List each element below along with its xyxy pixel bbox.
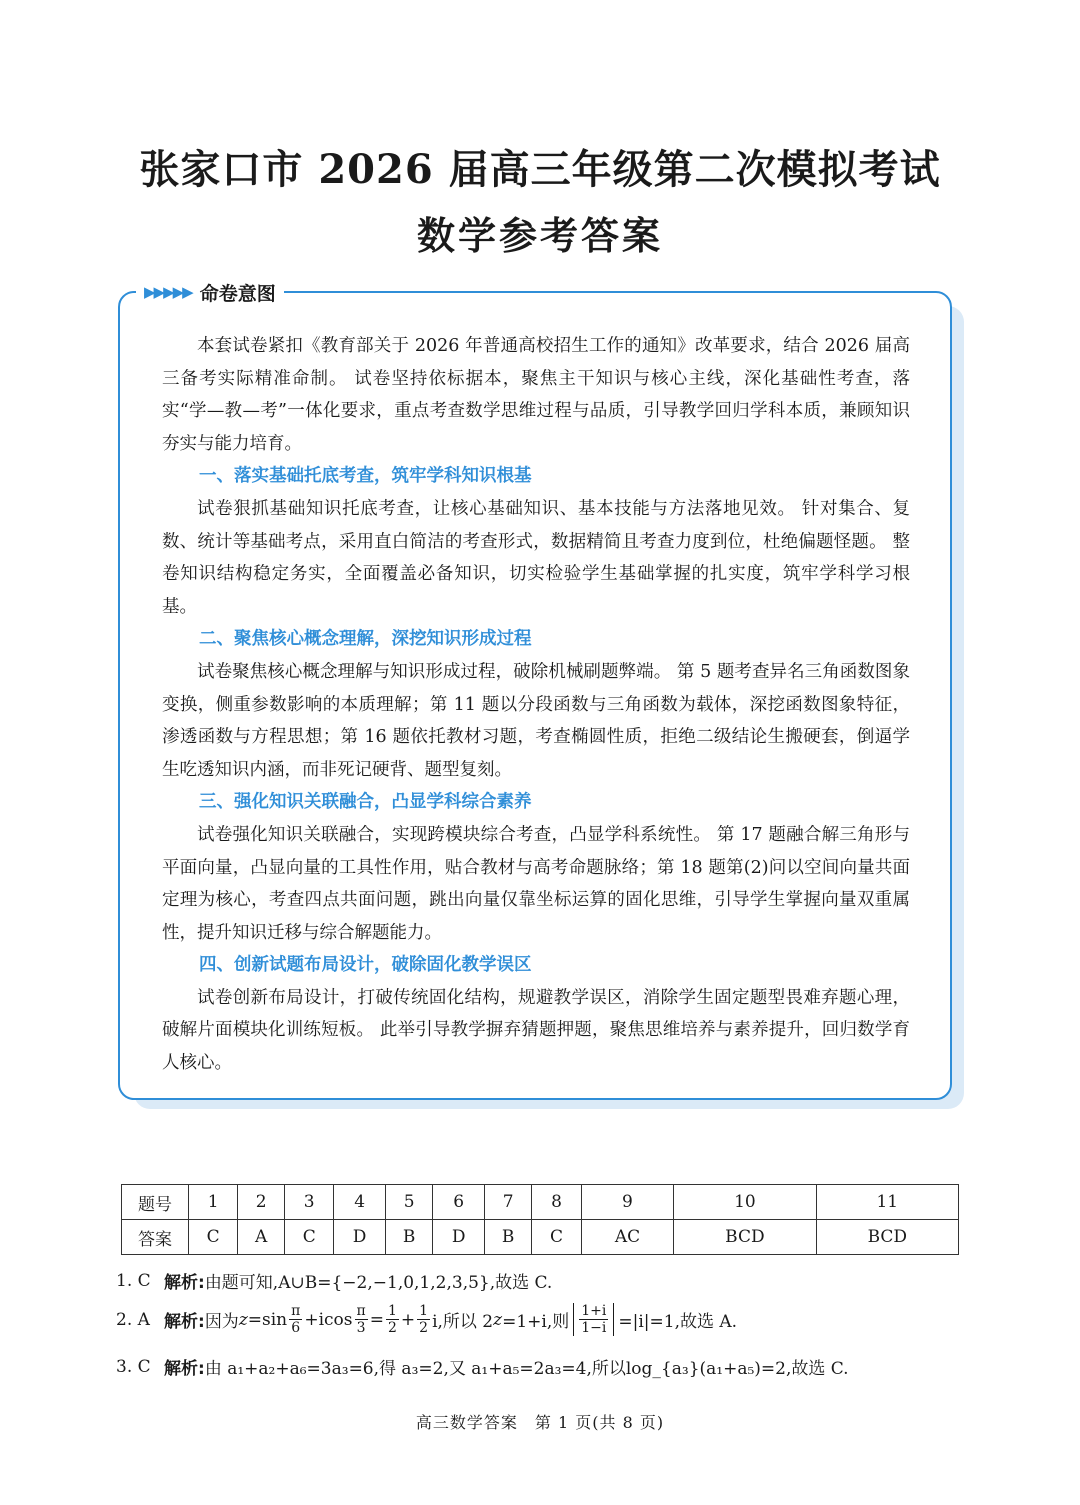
question-number-cell: 4 [334, 1185, 386, 1220]
section-heading: 四、创新试题布局设计，破除固化教学误区 [199, 955, 532, 976]
answer-cell: D [334, 1220, 386, 1255]
question-number-cell: 10 [674, 1185, 816, 1220]
question-number-cell: 2 [238, 1185, 285, 1220]
answer-cell: A [238, 1220, 285, 1255]
section-body: 试卷狠抓基础知识托底考查，让核心基础知识、基本技能与方法落地见效。 针对集合、复数、统计等基础考点，采用直白简洁的考查形式，数据精简且考查力度到位，杜绝偏题怪题。 整卷知识结构稳定务实，全面覆盖必备知识，切实检验学生基础掌握的扎实度，筑牢学科学习根基。 [162, 498, 910, 617]
solution-text: 因为 [204, 1312, 239, 1332]
answer-table [121, 1184, 959, 1255]
question-number-cell: 3 [285, 1185, 334, 1220]
intent-box-content [162, 330, 910, 1080]
solution-text: i,所以 2 [432, 1312, 494, 1332]
intent-box-header [136, 278, 284, 306]
solution-text: = [369, 1309, 384, 1330]
fraction: $\frac{\pi}{6}$ [291, 1303, 301, 1336]
intent-box-title: 命卷意图 [199, 282, 276, 305]
question-number-cell: 8 [532, 1185, 581, 1220]
solution-text: +icos [304, 1309, 353, 1330]
question-number-cell: 11 [816, 1185, 958, 1220]
solution-text: + [400, 1309, 416, 1330]
question-number-cell: 5 [385, 1185, 433, 1220]
section-heading: 二、聚焦核心概念理解，深挖知识形成过程 [199, 629, 532, 650]
section-heading: 一、落实基础托底考查，筑牢学科知识根基 [199, 466, 532, 487]
answer-label: 答案 [122, 1220, 189, 1255]
fraction: $\frac{1+i}{1-i}$ [581, 1303, 607, 1336]
answer-cell: C [285, 1220, 334, 1255]
question-number-cell: 1 [189, 1185, 238, 1220]
answer-cell: BCD [816, 1220, 958, 1255]
fraction: $\frac{1}{2}$ [419, 1303, 429, 1336]
answer-row [122, 1220, 959, 1255]
page-title: 张家口市 2026 届高三年级第二次模拟考试 [139, 146, 941, 193]
section-body: 试卷聚焦核心概念理解与知识形成过程，破除机械刷题弊端。 第 5 题考查异名三角函数图象变换，侧重参数影响的本质理解；第 11 题以分段函数与三角函数为载体，深挖函数图象特征，渗透函数与方程思想；第 16 题依托教材习题，考查椭圆性质，拒绝二级结论生搬硬套，倒逼学生吃透知识内涵，而非死记硬背、题型复刻。 [162, 661, 910, 780]
solution-number: 3. C [116, 1356, 151, 1377]
answer-cell: B [385, 1220, 433, 1255]
question-number-cell: 7 [484, 1185, 532, 1220]
solution-text: =sin [247, 1309, 288, 1330]
solution-number: 1. C [116, 1270, 151, 1291]
solution-3 [116, 1354, 849, 1379]
question-number-cell: 9 [581, 1185, 674, 1220]
solution-label: 解析: [164, 1359, 205, 1379]
answer-cell: BCD [674, 1220, 816, 1255]
fraction: $\frac{\pi}{3}$ [356, 1303, 366, 1336]
fraction: $\frac{1}{2}$ [387, 1303, 397, 1336]
solution-label: 解析: [164, 1273, 205, 1293]
question-number-label: 题号 [122, 1185, 189, 1220]
section-body: 试卷创新布局设计，打破传统固化结构，规避教学误区，消除学生固定题型畏难弃题心理，破解片面模块化训练短板。 此举引导教学摒弃猜题押题，聚焦思维培养与素养提升，回归数学育人核心。 [162, 987, 910, 1074]
solution-text: 由题可知,A∪B={−2,−1,0,1,2,3,5},故选 C. [204, 1273, 553, 1293]
question-number-row [122, 1185, 959, 1220]
math-variable: z [493, 1309, 503, 1330]
answer-cell: C [532, 1220, 581, 1255]
solution-1 [116, 1268, 552, 1293]
answer-cell: B [484, 1220, 532, 1255]
question-number-cell: 6 [433, 1185, 485, 1220]
solution-text: 由 a₁+a₂+a₆=3a₃=6,得 a₃=2,又 a₁+a₅=2a₃=4,所以log_{a₃}(a₁+a₅)=2,故选 C. [204, 1359, 849, 1379]
section-body: 试卷强化知识关联融合，实现跨模块综合考查，凸显学科系统性。 第 17 题融合解三角形与平面向量，凸显向量的工具性作用，贴合教材与高考命题脉络；第 18 题第(2)问以空间向量共面定理为核心，考查四点共面问题，跳出向量仅靠坐标运算的固化思维，引导学生掌握向量双重属性，提升知识迁移与综合解题能力。 [162, 824, 910, 943]
solution-number: 2. A [116, 1309, 150, 1330]
section-heading: 三、强化知识关联融合，凸显学科综合素养 [199, 792, 532, 813]
answer-cell: D [433, 1220, 485, 1255]
answer-cell: C [189, 1220, 238, 1255]
math-variable: z [238, 1309, 248, 1330]
solution-text: =1+i,则 [502, 1312, 570, 1332]
page-footer: 高三数学答案 第 1 页(共 8 页) [415, 1413, 665, 1432]
arrow-right-icon: ▶▶▶▶▶ [144, 283, 192, 301]
absolute-value [573, 1303, 614, 1336]
answer-cell: AC [581, 1220, 674, 1255]
page-subtitle: 数学参考答案 [416, 214, 663, 258]
intro-paragraph: 本套试卷紧扣《教育部关于 2026 年普通高校招生工作的通知》改革要求，结合 2026 届高三备考实际精准命制。 试卷坚持依标据本，聚焦主干知识与核心主线，深化基础性考查，落实“学—教—考”一体化要求，重点考查数学思维过程与品质，引导教学回归学科本质，兼顾知识夯实与能力培育。 [162, 336, 910, 454]
solution-2 [116, 1303, 737, 1336]
solution-label: 解析: [164, 1312, 205, 1332]
solution-text: =|i|=1,故选 A. [618, 1312, 738, 1332]
